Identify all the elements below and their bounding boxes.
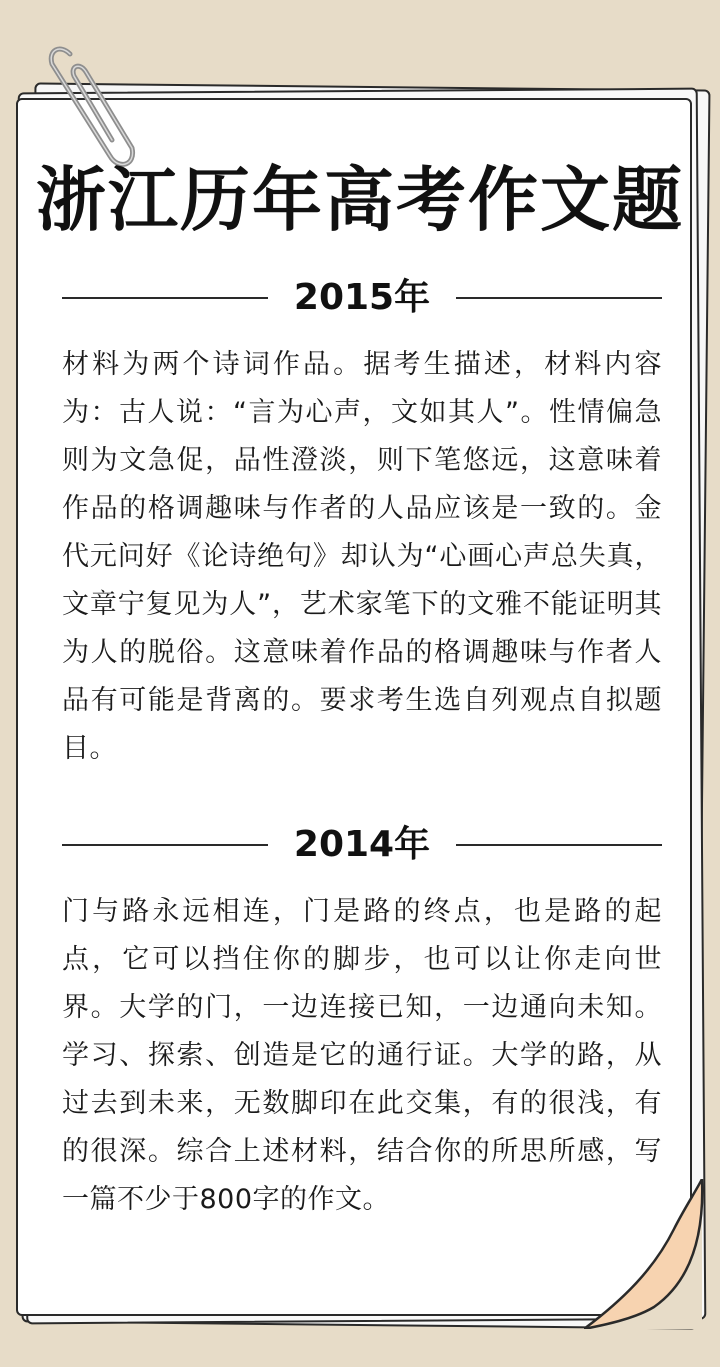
year-label: 2014年 — [293, 824, 431, 865]
question-text: 门与路永远相连，门是路的终点，也是路的起点，它可以挡住你的脚步，也可以让你走向世界。大学的门，一边连接已知，一边通向未知。学习、探索、创造是它的通行证。大学的路，从过去到未来，无数脚印在此交集，有的很浅，有的很深。综合上述材料，结合你的所思所感，写一篇不少于800字的作文。 — [62, 896, 662, 1215]
section-header — [62, 820, 662, 870]
divider-line-right — [456, 297, 662, 299]
page-title: 浙江历年高考作文题 — [36, 159, 684, 241]
year-label: 2015年 — [293, 277, 431, 318]
section-2015 — [62, 273, 662, 773]
section-header — [62, 273, 662, 323]
section-2014 — [62, 820, 662, 1224]
question-text: 材料为两个诗词作品。据考生描述，材料内容为：古人说：“言为心声，文如其人”。性情偏急则为文急促，品性澄淡，则下笔悠远，这意味着作品的格调趣味与作者的人品应该是一致的。金代元问好《论诗绝句》却认为“心画心声总失真，文章宁复见为人”，艺术家笔下的文雅不能证明其为人的脱俗。这意味着作品的格调趣味与作者人品有可能是背离的。要求考生选自列观点自拟题目。 — [62, 349, 662, 764]
divider-line-right — [456, 844, 662, 846]
paperclip-icon — [40, 36, 150, 176]
